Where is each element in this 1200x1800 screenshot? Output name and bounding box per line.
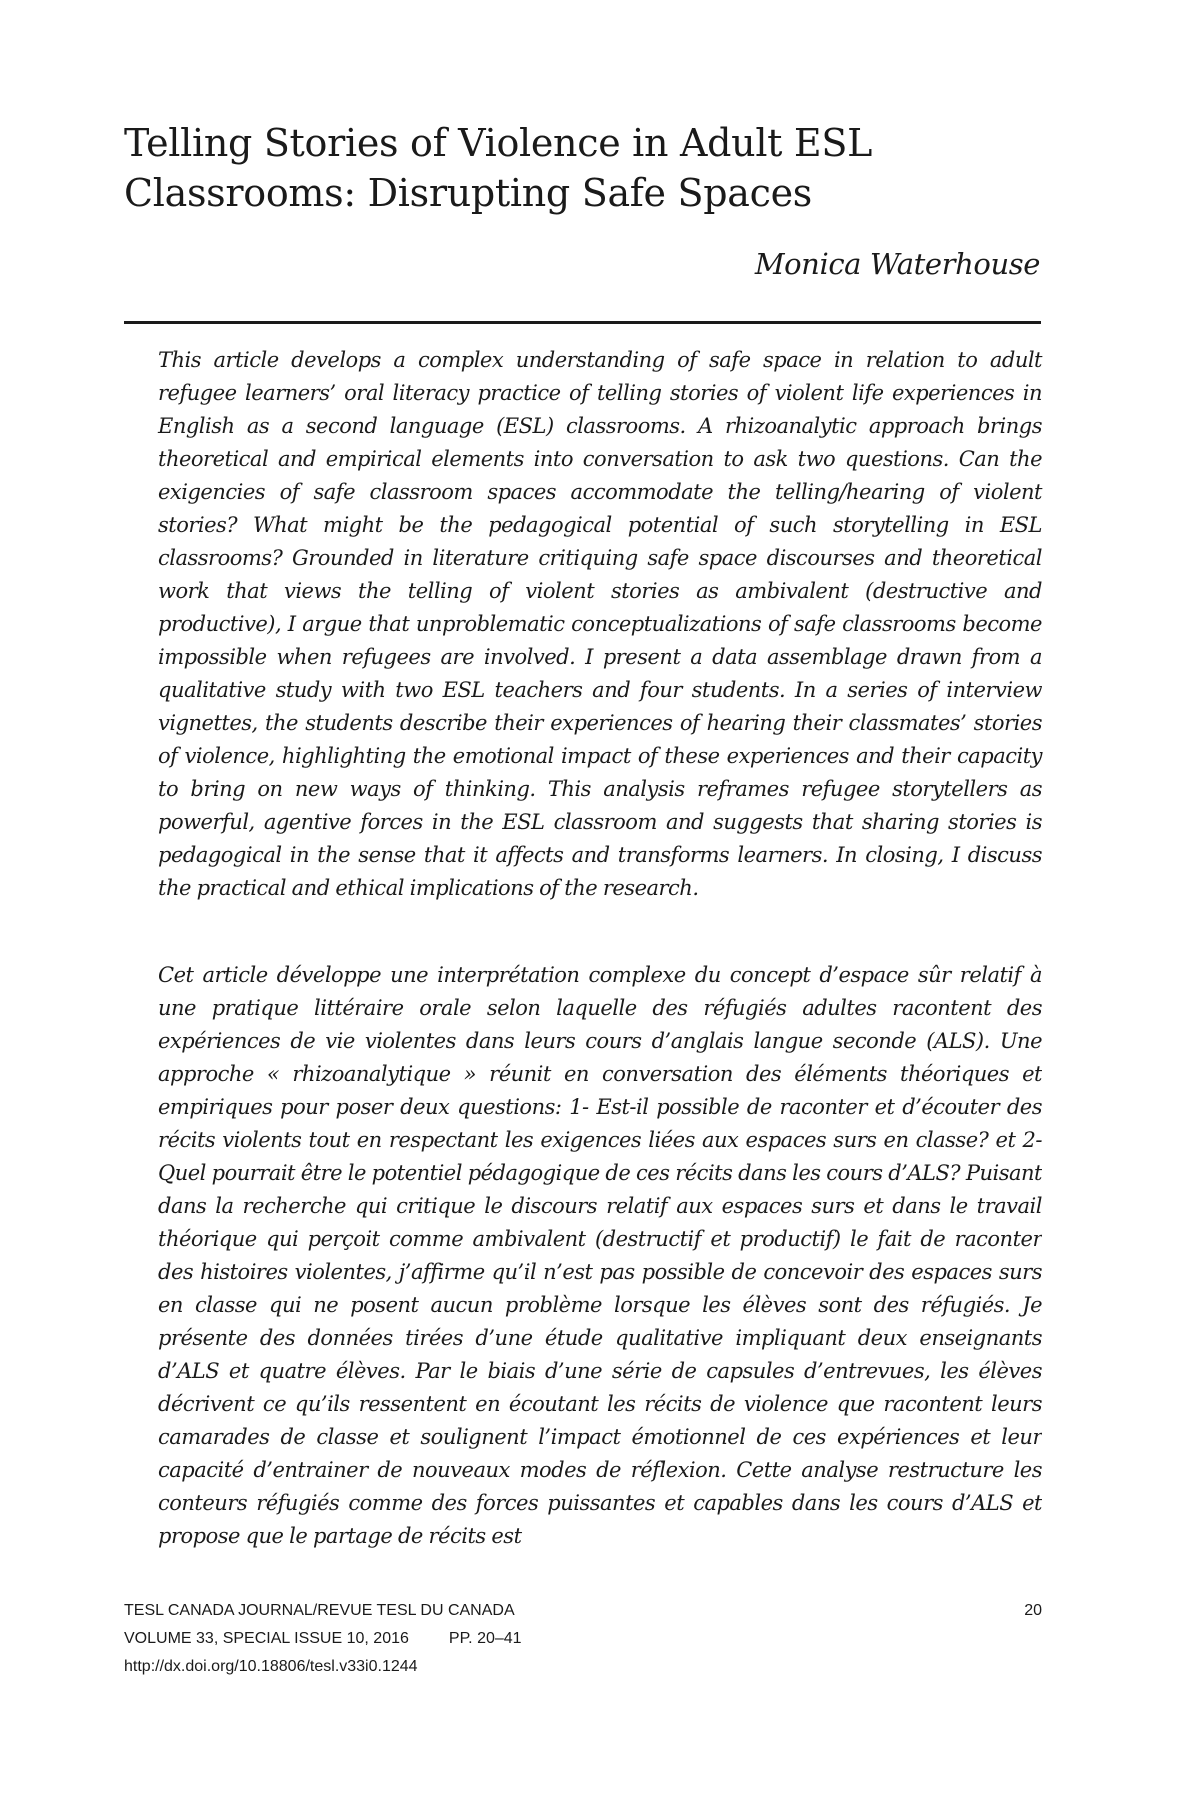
footer-volume: VOLUME 33, SPECIAL ISSUE 10, 2016 <box>124 1630 409 1647</box>
abstract-french: Cet article développe une interprétation complexe du concept d’espace sûr relatif à une pratique littéraire orale selon laquelle des réfugiés adultes racontent des expériences de vie violentes dans leurs cours d’anglais langue seconde (ALS). Une approche « rhizoanalytique » réunit en conversation des éléments théoriques et empiriques pour poser deux questions: 1- Est-il possible de raconter et d’écouter des récits violents tout en respectant les exigences liées aux espaces surs en classe? et 2- Quel pourrait être le potentiel pédagogique de ces récits dans les cours d’ALS? Puisant dans la recherche qui critique le discours relatif aux espaces surs et dans le travail théorique qui perçoit comme ambivalent (destructif et productif) le fait de raconter des histoires violentes, j’affirme qu’il n’est pas possible de concevoir des espaces surs en classe qui ne posent aucun problème lorsque les élèves sont des réfugiés. Je présente des données tirées d’une étude qualitative impliquant deux enseignants d’ALS et quatre élèves. Par le biais d’une série de capsules d’entrevues, les élèves décrivent ce qu’ils ressentent en écoutant les récits de violence que racontent leurs camarades de classe et soulignent l’impact émotionnel de ces expériences et leur capacité d’entrainer de nouveaux modes de réflexion. Cette analyse restructure les conteurs réfugiés comme des forces puissantes et capables dans les cours d’ALS et propose que le partage de récits est <box>158 963 1042 1548</box>
footer-volume-line <box>124 1625 1044 1653</box>
page-number: 20 <box>1024 1602 1042 1619</box>
article-author: Monica Waterhouse <box>754 247 1040 281</box>
footer-journal-name: TESL CANADA JOURNAL/REVUE TESL DU CANADA <box>124 1602 515 1619</box>
abstract-english: This article develops a complex understanding of safe space in relation to adult refugee learners’ oral literacy practice of telling stories of violent life experiences in English as a second language (ESL) classrooms. A rhizoanalytic approach brings theoretical and empirical elements into conversation to ask two questions. Can the exigencies of safe classroom spaces accommodate the telling/hearing of violent stories? What might be the pedagogical potential of such storytelling in ESL classrooms? Grounded in literature critiquing safe space discourses and theoretical work that views the telling of violent stories as ambivalent (destructive and productive), I argue that unproblematic conceptualizations of safe classrooms become impossible when refugees are involved. I present a data assemblage drawn from a qualitative study with two ESL teachers and four students. In a series of interview vignettes, the students describe their experiences of hearing their classmates’ stories of violence, highlighting the emotional impact of these experiences and their capacity to bring on new ways of thinking. This analysis reframes refugee storytellers as powerful, agentive forces in the ESL classroom and suggests that sharing stories is pedagogical in the sense that it affects and transforms learners. In closing, I discuss the practical and ethical implications of the research. <box>158 348 1042 900</box>
page-footer <box>124 1597 1044 1681</box>
title-divider <box>124 321 1041 324</box>
footer-doi-link[interactable]: http://dx.doi.org/10.18806/tesl.v33i0.1244 <box>124 1658 418 1675</box>
footer-pages: PP. 20–41 <box>448 1630 522 1647</box>
article-title: Telling Stories of Violence in Adult ESL Classrooms: Disrupting Safe Spaces <box>124 121 873 215</box>
